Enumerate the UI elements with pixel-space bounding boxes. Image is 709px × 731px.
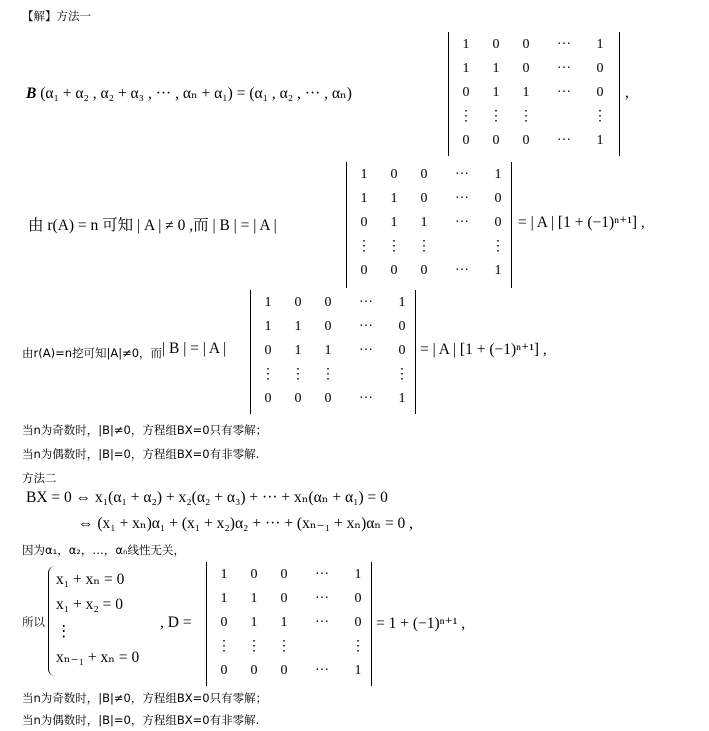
conclusion1-odd: 当n为奇数时，|B|≠0，方程组BX=0只有零解；	[22, 423, 268, 437]
matrix-cell: 1	[354, 567, 362, 582]
matrix-cell: 0	[324, 295, 332, 310]
matrix-cell: 0	[390, 167, 398, 182]
matrix-cell: ⋮	[489, 109, 503, 124]
matrix-cell: ···	[557, 37, 571, 52]
matrix-cell: ⋮	[291, 367, 305, 382]
equation-bx-2: ⇔ (x₁ + xₙ)α₁ + (x₁ + x₂)α₂ + ··· + (xₙ₋₁ + xₙ)αₙ = 0 ,	[78, 515, 414, 532]
matrix-row	[250, 292, 416, 314]
matrix-cell: ···	[455, 215, 469, 230]
system-line: xₙ₋₁ + xₙ = 0	[56, 649, 140, 666]
equation-rank-result: = | A | [1 + (−1)ⁿ⁺¹] ,	[518, 214, 645, 231]
equation-rank: 由 r(A) = n 可知 | A | ≠ 0 ,而 | B | = | A |	[28, 217, 277, 234]
matrix-cell: 1	[398, 295, 406, 310]
matrix-cell: 1	[390, 191, 398, 206]
matrix-cell: ⋮	[351, 639, 365, 654]
matrix-1	[448, 32, 620, 156]
matrix-cell: ···	[315, 567, 329, 582]
system-line: x₁ + x₂ = 0	[56, 596, 124, 613]
matrix-cell: 1	[492, 85, 500, 100]
matrix-cell: 1	[294, 343, 302, 358]
matrix-cell: 1	[360, 167, 368, 182]
matrix-cell: 1	[596, 37, 604, 52]
matrix-cell: 0	[354, 591, 362, 606]
matrix-cell: 0	[354, 615, 362, 630]
matrix-3	[250, 290, 416, 414]
matrix-cell: 0	[522, 61, 530, 76]
matrix-cell: 0	[462, 85, 470, 100]
matrix-cell: 1	[250, 615, 258, 630]
matrix-cell: 0	[250, 663, 258, 678]
matrix-cell: 0	[420, 263, 428, 278]
matrix-row	[206, 660, 372, 682]
method2-heading: 方法二	[22, 471, 57, 485]
equation-b-sum: (α₁ + α₂ , α₂ + α₃ , ··· , αₙ + α₁) = (α₁ , α₂ , ··· , αₙ)	[40, 85, 352, 102]
matrix-cell: ···	[315, 663, 329, 678]
d-result: = 1 + (−1)ⁿ⁺¹ ,	[376, 615, 466, 632]
system-line: x₁ + xₙ = 0	[56, 571, 125, 588]
matrix-row	[206, 612, 372, 634]
equation-b-trail: ,	[625, 84, 629, 101]
matrix-cell: ···	[315, 591, 329, 606]
matrix-cell: ⋮	[491, 239, 505, 254]
matrix-cell: 0	[522, 133, 530, 148]
matrix-cell: ⋮	[261, 367, 275, 382]
matrix-cell: 0	[280, 663, 288, 678]
matrix-cell: 0	[492, 133, 500, 148]
matrix-cell: 0	[420, 167, 428, 182]
matrix-cell: 0	[250, 567, 258, 582]
independence-note: 因为α₁，α₂，…，αₙ线性无关，	[22, 543, 186, 557]
matrix-cell: 0	[264, 391, 272, 406]
d-label: , D =	[160, 614, 192, 631]
matrix-cell: ⋮	[387, 239, 401, 254]
matrix-cell: 0	[294, 391, 302, 406]
equation-rank2-text: 由r(A)=n挖可知|A|≠0，而	[22, 346, 163, 360]
matrix-cell: 1	[522, 85, 530, 100]
matrix-cell: 1	[398, 391, 406, 406]
matrix-cell: ⋮	[217, 639, 231, 654]
matrix-cell: ···	[359, 319, 373, 334]
matrix-cell: 1	[390, 215, 398, 230]
matrix-cell: ···	[455, 263, 469, 278]
conclusion2-odd: 当n为奇数时，|B|≠0，方程组BX=0只有零解；	[22, 691, 268, 705]
matrix-row	[206, 564, 372, 586]
matrix-cell: 0	[324, 319, 332, 334]
equation-bx-1: BX = 0 ⇔ x₁(α₁ + α₂) + x₂(α₂ + α₃) + ··· + xₙ(αₙ + α₁) = 0	[26, 489, 388, 506]
matrix-cell: 0	[420, 191, 428, 206]
conclusion2-even: 当n为偶数时，|B|=0，方程组BX=0有非零解.	[22, 713, 260, 727]
matrix-4	[206, 562, 372, 686]
matrix-cell: 0	[390, 263, 398, 278]
matrix-cell: 0	[280, 567, 288, 582]
matrix-cell: 1	[280, 615, 288, 630]
matrix-cell: ···	[359, 295, 373, 310]
matrix-cell: ···	[557, 133, 571, 148]
matrix-row	[250, 388, 416, 410]
matrix-row	[346, 164, 512, 186]
matrix-cell: 1	[354, 663, 362, 678]
system-brace	[48, 566, 55, 676]
matrix-cell: 0	[522, 37, 530, 52]
matrix-cell: 0	[398, 319, 406, 334]
matrix-cell: 0	[596, 85, 604, 100]
matrix-cell: 1	[220, 591, 228, 606]
matrix-cell: ···	[557, 61, 571, 76]
matrix-cell: 1	[264, 295, 272, 310]
matrix-cell: 1	[420, 215, 428, 230]
matrix-cell: 1	[294, 319, 302, 334]
matrix-cell: 1	[220, 567, 228, 582]
matrix-cell: 0	[494, 215, 502, 230]
equation-rank2-math: | B | = | A |	[162, 340, 227, 357]
matrix-row	[206, 636, 372, 658]
matrix-cell: 1	[462, 61, 470, 76]
matrix-cell: 1	[462, 37, 470, 52]
matrix-row	[448, 106, 620, 128]
solution-heading: 【解】方法一	[22, 9, 91, 23]
conclusion1-even: 当n为偶数时，|B|=0，方程组BX=0有非零解.	[22, 447, 260, 461]
matrix-cell: ⋮	[395, 367, 409, 382]
matrix-cell: 1	[494, 263, 502, 278]
matrix-cell: 0	[220, 615, 228, 630]
matrix-cell: ⋮	[417, 239, 431, 254]
matrix-row	[346, 236, 512, 258]
matrix-row	[206, 588, 372, 610]
matrix-cell: 1	[596, 133, 604, 148]
matrix-cell: ···	[315, 615, 329, 630]
matrix-row	[448, 82, 620, 104]
matrix-cell: ⋮	[459, 109, 473, 124]
matrix-cell: 0	[492, 37, 500, 52]
matrix-cell: ···	[455, 167, 469, 182]
matrix-cell: ⋮	[277, 639, 291, 654]
matrix-cell: 0	[494, 191, 502, 206]
system-line: ⋮	[56, 623, 72, 640]
matrix-row	[448, 34, 620, 56]
so-label: 所以	[22, 615, 45, 629]
matrix-cell: 1	[264, 319, 272, 334]
equation-rank2-result: = | A | [1 + (−1)ⁿ⁺¹] ,	[420, 341, 547, 358]
matrix-cell: ⋮	[247, 639, 261, 654]
matrix-cell: 1	[494, 167, 502, 182]
matrix-cell: 0	[324, 391, 332, 406]
matrix-cell: ···	[455, 191, 469, 206]
matrix-cell: 1	[324, 343, 332, 358]
matrix-cell: 0	[596, 61, 604, 76]
matrix-cell: ⋮	[357, 239, 371, 254]
matrix-2	[346, 162, 512, 288]
matrix-cell: 0	[360, 263, 368, 278]
matrix-cell: 0	[462, 133, 470, 148]
matrix-row	[346, 212, 512, 234]
matrix-cell: ···	[359, 343, 373, 358]
matrix-cell: 0	[294, 295, 302, 310]
matrix-row	[346, 188, 512, 210]
matrix-cell: 0	[264, 343, 272, 358]
equation-b-definition: B (α₁ + α₂ , α₂ + α₃ , ··· , αₙ + α₁) = (α₁ , α₂ , ··· , αₙ)	[26, 85, 352, 102]
matrix-row	[250, 340, 416, 362]
matrix-cell: ···	[359, 391, 373, 406]
matrix-cell: 0	[280, 591, 288, 606]
matrix-cell: ⋮	[519, 109, 533, 124]
matrix-row	[346, 260, 512, 282]
matrix-cell: ⋮	[593, 109, 607, 124]
matrix-cell: ···	[557, 85, 571, 100]
matrix-cell: 0	[360, 215, 368, 230]
matrix-cell: 1	[492, 61, 500, 76]
matrix-cell: 0	[398, 343, 406, 358]
matrix-row	[250, 316, 416, 338]
matrix-cell: 1	[250, 591, 258, 606]
matrix-row	[448, 130, 620, 152]
matrix-row	[448, 58, 620, 80]
matrix-cell: 1	[360, 191, 368, 206]
matrix-row	[250, 364, 416, 386]
matrix-cell: 0	[220, 663, 228, 678]
matrix-cell: ⋮	[321, 367, 335, 382]
